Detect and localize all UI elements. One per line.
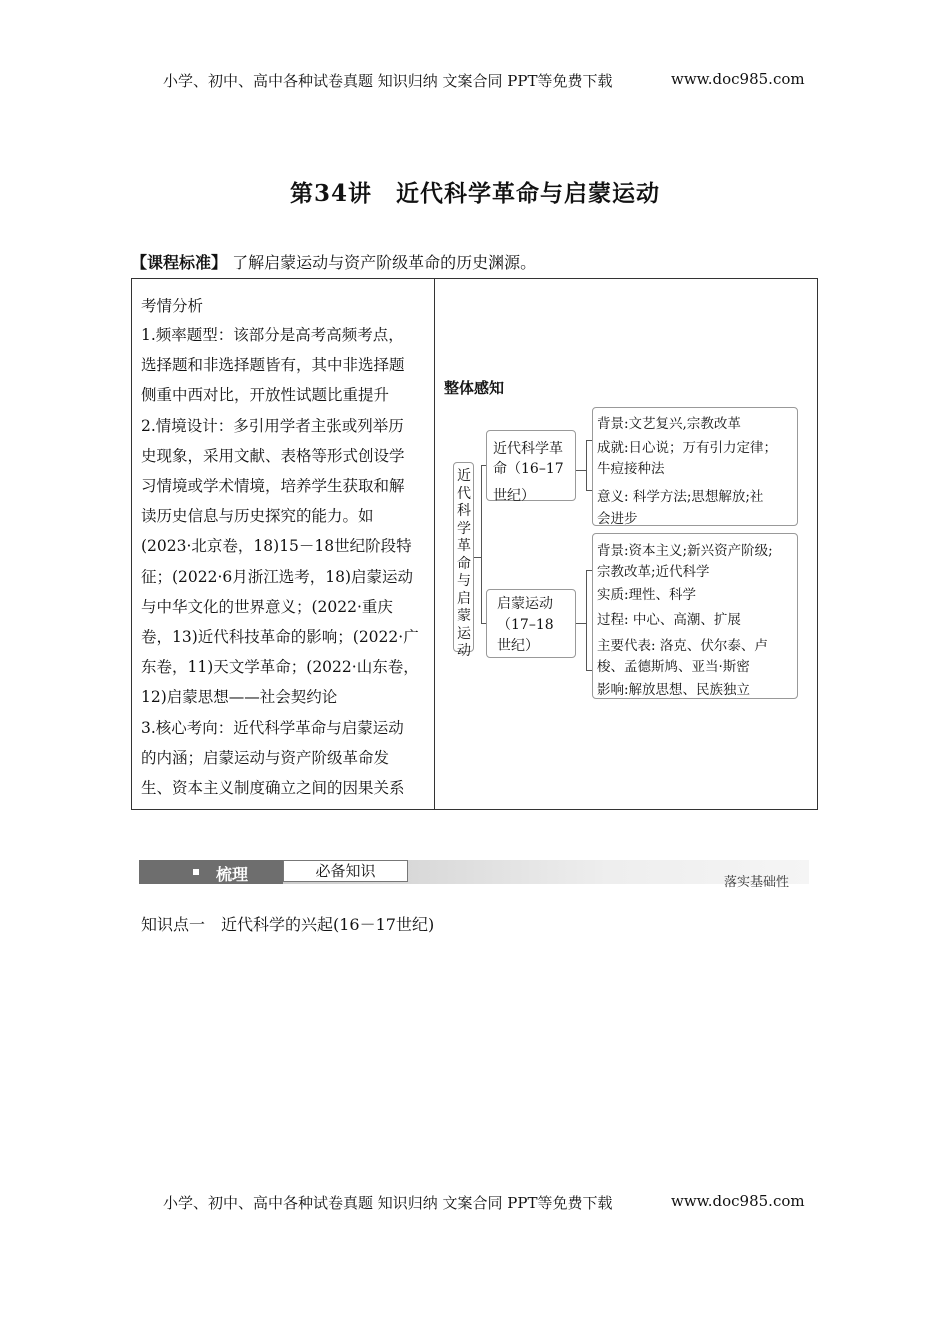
analysis-line: 侧重中西对比，开放性试题比重提升 (141, 386, 390, 405)
page-title: 第34讲 近代科学革命与启蒙运动 (289, 180, 660, 207)
analysis-line: 12)启蒙思想——社会契约论 (141, 688, 338, 707)
analysis-line: 选择题和非选择题皆有，其中非选择题 (141, 356, 405, 375)
analysis-line: 2.情境设计：多引用学者主张或列举历 (141, 416, 404, 435)
analysis-line: 卷，13)近代科技革命的影响；(2022·广 (141, 628, 419, 646)
branch1-detail-line: 背景:文艺复兴,宗教改革 (597, 416, 741, 432)
course-standard (131, 250, 536, 273)
branch2-detail-line: 过程: 中心、高潮、扩展 (597, 612, 741, 628)
analysis-line: 生、资本主义制度确立之间的因果关系 (141, 779, 405, 797)
branch2-detail-line: 宗教改革;近代科学 (597, 564, 710, 580)
analysis-line: 3.核心考向：近代科学革命与启蒙运动 (141, 718, 404, 737)
branch2-detail-line: 主要代表: 洛克、伏尔泰、卢 (597, 638, 768, 654)
branch1-detail-line: 意义: 科学方法;思想解放;社 (597, 489, 764, 505)
section-tag-bg (139, 860, 283, 884)
section-tag: 梳理 (216, 865, 249, 884)
analysis-line: 读历史信息与历史探究的能力。如 (141, 507, 374, 526)
branch1-label-line: 命（16–17 (493, 461, 564, 477)
section-right: 落实基础性 (724, 875, 790, 890)
branch2-label-line: 世纪） (497, 638, 539, 654)
standard-label: 【课程标准】 (131, 253, 228, 272)
analysis-line: (2023·北京卷，18)15－18世纪阶段特 (141, 537, 412, 556)
overview-heading: 整体感知 (444, 379, 505, 397)
footer-text: 小学、初中、高中各种试卷真题 知识归纳 文案合同 PPT等免费下载 (163, 1194, 613, 1212)
analysis-line: 与中华文化的世界意义；(2022·重庆 (141, 597, 393, 616)
knowledge-point-heading: 知识点一 近代科学的兴起(16－17世纪) (141, 915, 435, 934)
square-icon (193, 869, 199, 875)
branch2-label-line: 启蒙运动 (497, 596, 553, 612)
branch2-detail-line: 背景:资本主义;新兴资产阶级; (597, 543, 773, 559)
header-url[interactable]: www.doc985.com (671, 70, 805, 88)
standard-text: 了解启蒙运动与资产阶级革命的历史渊源。 (232, 253, 537, 272)
header-text: 小学、初中、高中各种试卷真题 知识归纳 文案合同 PPT等免费下载 (163, 72, 613, 90)
branch1-label-line: 近代科学革 (493, 441, 563, 457)
branch1-detail-line: 成就:日心说；万有引力定律； (597, 440, 778, 456)
analysis-line: 1.频率题型：该部分是高考高频考点， (141, 326, 404, 344)
analysis-line: 征；(2022·6月浙江选考，18)启蒙运动 (141, 567, 414, 586)
footer-url[interactable]: www.doc985.com (671, 1192, 805, 1210)
branch1-detail-line: 牛痘接种法 (597, 461, 665, 477)
branch1-label-line: 世纪） (493, 488, 535, 504)
branch2-detail-line: 实质:理性、科学 (597, 587, 697, 603)
root-label: 近代科学革命与启蒙运动 (457, 468, 471, 659)
section-name: 必备知识 (283, 860, 408, 882)
analysis-line: 习情境或学术情境，培养学生获取和解 (141, 477, 405, 495)
branch2-label-line: （17–18 (497, 617, 554, 633)
analysis-heading: 考情分析 (141, 297, 204, 315)
table-divider (434, 278, 435, 810)
analysis-line: 东卷，11)天文学革命；(2022·山东卷， (141, 658, 419, 677)
branch2-detail-line: 影响:解放思想、民族独立 (597, 682, 751, 698)
analysis-line: 的内涵；启蒙运动与资产阶级革命发 (141, 748, 390, 767)
branch2-detail-line: 梭、孟德斯鸠、亚当·斯密 (597, 659, 750, 675)
branch1-detail-line: 会进步 (597, 511, 638, 527)
analysis-line: 史现象，采用文献、表格等形式创设学 (141, 446, 405, 465)
